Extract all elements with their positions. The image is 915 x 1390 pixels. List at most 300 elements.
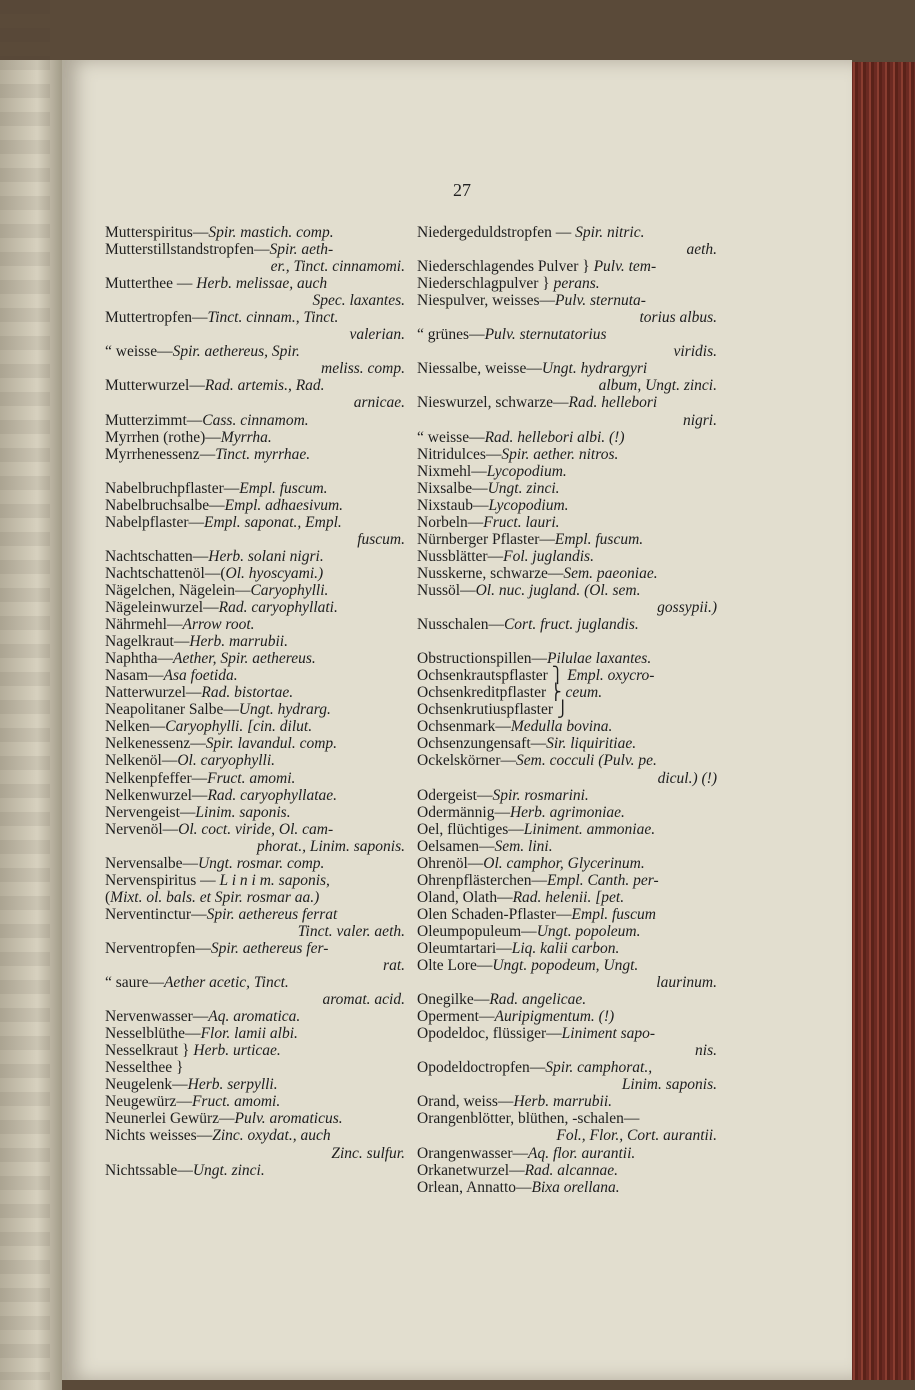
entry-translation: Zinc. sulfur. xyxy=(331,1144,405,1162)
entry-translation: Ungt. popodeum, Ungt. xyxy=(492,957,639,975)
entry-line xyxy=(417,275,717,292)
entry-line xyxy=(417,1179,717,1196)
entry-translation: Tinct. myrrhae. xyxy=(215,445,311,463)
entry-translation: Linim. saponis. xyxy=(195,803,291,821)
entry-term: Niedergeduldstropfen — xyxy=(417,224,576,241)
entry-translation: Lycopodium. xyxy=(488,496,569,514)
entry-term: Nusskerne, schwarze— xyxy=(417,564,564,582)
entry-translation: Myrrha. xyxy=(220,428,272,446)
entry-translation: Sem. cocculi (Pulv. pe. xyxy=(516,752,657,770)
entry-line xyxy=(105,258,405,275)
entry-term: Nelkenöl— xyxy=(105,752,178,770)
entry-translation: Empl. Canth. per- xyxy=(546,871,659,889)
entry-translation: Ungt. zinci. xyxy=(487,479,560,497)
entry-translation: Tinct. valer. aeth. xyxy=(297,922,405,940)
entry-term: Nervensalbe— xyxy=(105,854,198,872)
entry-term: Orangenblötter, blüthen, -schalen— xyxy=(417,1110,640,1128)
entry-term: Oleumtartari— xyxy=(417,939,512,957)
entry-term: Neapolitaner Salbe— xyxy=(105,701,239,719)
entry-translation: Aq. aromatica. xyxy=(208,1008,301,1026)
page-number: 27 xyxy=(453,180,471,200)
entry-term: Natterwurzel— xyxy=(105,684,202,702)
entry-translation: Rad. artemis., Rad. xyxy=(204,377,325,395)
entry-term: Nichtssable— xyxy=(105,1161,193,1179)
entry-translation: Empl. adhaesivum. xyxy=(224,496,344,514)
entry-line xyxy=(417,326,717,343)
entry-term: Nabelbruchsalbe— xyxy=(105,496,225,514)
entry-line xyxy=(105,343,405,360)
entry-translation: Ungt. popoleum. xyxy=(536,922,641,940)
entry-translation: Pulv. sternutatorius xyxy=(484,326,607,344)
entry-term: Niederschlagendes Pulver } xyxy=(417,258,594,276)
entry-term: Ohrenpflästerchen— xyxy=(417,871,547,889)
entry-translation: Asa foetida. xyxy=(163,667,238,685)
entry-translation: L i n i m. saponis, xyxy=(219,871,330,889)
entry-term: Obstructionspillen— xyxy=(417,650,548,668)
entry-term: Nussöl— xyxy=(417,581,476,599)
entry-line xyxy=(417,514,717,531)
entry-line xyxy=(105,889,405,906)
entry-line xyxy=(417,1008,717,1025)
entry-line xyxy=(417,463,717,480)
entry-translation: Pilulae laxantes. xyxy=(547,650,652,668)
entry-term: Nerventropfen— xyxy=(105,939,211,957)
entry-line xyxy=(105,735,405,752)
entry-translation: Aether, Spir. aethereus. xyxy=(173,650,316,668)
entry-term: Odermännig— xyxy=(417,803,510,821)
entry-term: Oland, Olath— xyxy=(417,888,513,906)
entry-term: “ weisse— xyxy=(417,428,485,446)
entry-line xyxy=(417,480,717,497)
entry-term: Ochsenmark— xyxy=(417,718,511,736)
entry-line xyxy=(417,1110,717,1127)
entry-translation: Spir. camphorat., xyxy=(545,1059,653,1077)
entry-line xyxy=(105,787,405,804)
entry-translation: Empl. fuscum. xyxy=(239,479,328,497)
entry-translation: Sem. paeoniae. xyxy=(563,564,658,582)
entry-translation: Linim. saponis. xyxy=(621,1076,717,1094)
entry-line xyxy=(417,1162,717,1179)
entry-line xyxy=(105,991,405,1008)
entry-line xyxy=(417,991,717,1008)
entry-line xyxy=(105,514,405,531)
entry-translation: Spir. aethereus, Spir. xyxy=(172,343,300,361)
entry-term: Mutterstillstandstropfen— xyxy=(105,241,270,259)
entry-translation: Empl. saponat., Empl. xyxy=(204,513,342,531)
entry-line xyxy=(105,224,405,241)
entry-translation: phorat., Linim. saponis. xyxy=(256,837,405,855)
entry-line xyxy=(417,718,717,735)
entry-term: Onegilke— xyxy=(417,991,490,1009)
entry-line xyxy=(417,787,717,804)
entry-translation: Herb. solani nigri. xyxy=(208,547,324,565)
entry-term: Nieswurzel, schwarze— xyxy=(417,394,569,412)
entry-line xyxy=(105,770,405,787)
entry-line xyxy=(105,446,405,463)
entry-term: Nixstaub— xyxy=(417,496,489,514)
entry-line xyxy=(105,531,405,548)
entry-line xyxy=(105,480,405,497)
entry-line xyxy=(105,633,405,650)
entry-translation: Aether acetic, Tinct. xyxy=(163,974,289,992)
entry-line xyxy=(105,497,405,514)
entry-line xyxy=(417,292,717,309)
entry-line xyxy=(417,804,717,821)
entry-term: Nagelkraut— xyxy=(105,633,190,651)
entry-term: Nelkenpfeffer— xyxy=(105,769,208,787)
entry-line xyxy=(105,377,405,394)
entry-translation: Aq. flor. aurantii. xyxy=(528,1144,636,1162)
entry-term: Ochsenkreditpflaster ⎬ xyxy=(417,684,562,702)
entry-term: Orand, weiss— xyxy=(417,1093,514,1111)
entry-line xyxy=(417,1145,717,1162)
entry-term: Nägeleinwurzel— xyxy=(105,599,219,617)
entry-line xyxy=(105,582,405,599)
entry-translation: Liniment. ammoniae. xyxy=(523,820,656,838)
entry-line xyxy=(417,735,717,752)
entry-line xyxy=(105,1042,405,1059)
entry-translation: Herb. marrubii. xyxy=(189,633,288,651)
entry-line xyxy=(417,855,717,872)
entry-translation: Empl. fuscum. xyxy=(554,530,644,548)
entry-line xyxy=(105,974,405,991)
entry-term: Oel, flüchtiges— xyxy=(417,820,524,838)
entry-translation: Rad. caryophyllatae. xyxy=(207,786,338,804)
entry-line xyxy=(417,684,717,701)
entry-line xyxy=(417,770,717,787)
entry-line xyxy=(417,906,717,923)
entry-term: ( xyxy=(105,888,111,906)
entry-line xyxy=(105,1025,405,1042)
entry-term: Nürnberger Pflaster— xyxy=(417,530,555,548)
entry-line xyxy=(417,309,717,326)
entry-term: Olen Schaden-Pflaster— xyxy=(417,905,572,923)
entry-term: Olte Lore— xyxy=(417,957,493,975)
entry-term: Nesselthee } xyxy=(105,1059,184,1077)
entry-translation: Ol. caryophylli. xyxy=(177,752,276,770)
entry-line xyxy=(417,224,717,241)
entry-line xyxy=(105,326,405,343)
blank-line xyxy=(105,463,405,480)
entry-line xyxy=(105,360,405,377)
entry-line xyxy=(417,446,717,463)
entry-line xyxy=(105,565,405,582)
entry-translation: rat. xyxy=(383,957,405,975)
entry-line xyxy=(417,599,717,616)
entry-translation: Empl. oxycro- xyxy=(563,667,655,685)
entry-translation: viridis. xyxy=(673,343,717,361)
entry-translation: Fol., Flor., Cort. aurantii. xyxy=(556,1127,717,1145)
entry-translation: Rad. helenii. [pet. xyxy=(512,888,625,906)
entry-term: Nichts weisses— xyxy=(105,1127,213,1145)
entry-term: Opodeldoc, flüssiger— xyxy=(417,1025,562,1043)
entry-term: Orkanetwurzel— xyxy=(417,1161,525,1179)
entry-term: Neunerlei Gewürz— xyxy=(105,1110,235,1128)
entry-term: “ weisse— xyxy=(105,343,173,361)
entry-translation: Ol. camphor, Glycerinum. xyxy=(483,854,645,872)
entry-translation: Liq. kalii carbon. xyxy=(511,939,620,957)
entry-translation: Rad. bistortae. xyxy=(201,684,294,702)
left-column xyxy=(105,224,405,1179)
entry-translation: Sem. lini. xyxy=(494,837,553,855)
entry-term: Niessalbe, weisse— xyxy=(417,360,542,378)
entry-translation: Spir. lavandul. comp. xyxy=(205,735,338,753)
entry-line xyxy=(105,804,405,821)
entry-term: “ saure— xyxy=(105,974,164,992)
entry-line xyxy=(105,1110,405,1127)
entry-line xyxy=(417,1093,717,1110)
entry-translation: Spir. nitric. xyxy=(575,224,645,241)
entry-term: Ochsenkrautspflaster ⎫ xyxy=(417,667,564,685)
entry-translation: Spec. laxantes. xyxy=(312,292,405,310)
entry-translation: nigri. xyxy=(682,411,717,429)
entry-term: “ grünes— xyxy=(417,326,485,344)
entry-line xyxy=(417,258,717,275)
entry-translation: dicul.) (!) xyxy=(657,769,717,787)
entry-term: Nachtschatten— xyxy=(105,547,209,565)
entry-translation: torius albus. xyxy=(639,309,717,327)
entry-translation: er., Tinct. cinnamomi. xyxy=(270,258,405,276)
entry-term: Nabelpflaster— xyxy=(105,513,204,531)
entry-line xyxy=(105,241,405,258)
entry-line xyxy=(105,838,405,855)
entry-line xyxy=(417,429,717,446)
entry-line xyxy=(105,821,405,838)
entry-line xyxy=(417,667,717,684)
entry-translation: Pulv. sternuta- xyxy=(555,292,646,310)
entry-line xyxy=(417,531,717,548)
entry-line xyxy=(417,1127,717,1144)
entry-line xyxy=(105,292,405,309)
entry-line xyxy=(105,1093,405,1110)
entry-translation: Mixt. ol. bals. et Spir. rosmar aa.) xyxy=(110,888,320,906)
entry-term: Neugelenk— xyxy=(105,1076,188,1094)
entry-translation: valerian. xyxy=(349,326,405,344)
entry-translation: Ungt. hydrargyri xyxy=(541,360,648,378)
entry-line xyxy=(417,838,717,855)
right-column xyxy=(417,224,717,1196)
entry-translation: Ungt. rosmar. comp. xyxy=(197,854,325,872)
entry-term: Oelsamen— xyxy=(417,837,495,855)
entry-line xyxy=(105,1127,405,1144)
entry-line xyxy=(417,616,717,633)
entry-term: Nägelchen, Nägelein— xyxy=(105,581,251,599)
entry-line xyxy=(105,429,405,446)
entry-line xyxy=(105,394,405,411)
entry-line xyxy=(417,412,717,429)
entry-translation: Rad. angelicae. xyxy=(489,991,587,1009)
entry-line xyxy=(105,855,405,872)
entry-translation: Flor. lamii albi. xyxy=(200,1025,298,1043)
entry-translation: Zinc. oxydat., auch xyxy=(212,1127,331,1145)
entry-term: Nervengeist— xyxy=(105,803,196,821)
entry-line xyxy=(105,599,405,616)
entry-line xyxy=(105,275,405,292)
entry-line xyxy=(105,1059,405,1076)
entry-translation: Caryophylli. [cin. dilut. xyxy=(165,718,313,736)
left-page-edge xyxy=(0,0,50,1380)
entry-term: Nusschalen— xyxy=(417,616,504,634)
entry-line xyxy=(417,1042,717,1059)
entry-translation: Ol. coct. viride, Ol. cam- xyxy=(178,820,334,838)
entry-term: Ochsenzungensaft— xyxy=(417,735,547,753)
entry-line xyxy=(105,1145,405,1162)
entry-translation: Herb. agrimoniae. xyxy=(509,803,625,821)
entry-translation: Ungt. hydrarg. xyxy=(238,701,331,719)
entry-line xyxy=(417,821,717,838)
entry-translation: Caryophylli. xyxy=(250,581,329,599)
entry-line xyxy=(417,360,717,377)
entry-translation: Spir. aeth- xyxy=(269,241,334,259)
entry-line xyxy=(105,1076,405,1093)
entry-translation: Fruct. amomi. xyxy=(191,1093,281,1111)
entry-line xyxy=(417,957,717,974)
entry-translation: Auripigmentum. (!) xyxy=(494,1008,615,1026)
entry-translation: meliss. comp. xyxy=(321,360,405,378)
entry-translation: Fruct. lauri. xyxy=(483,513,560,531)
entry-term: Mutterspiritus— xyxy=(105,224,209,241)
entry-term: Neugewürz— xyxy=(105,1093,192,1111)
entry-term: Nitridulces— xyxy=(417,445,502,463)
entry-term: Mutterwurzel— xyxy=(105,377,205,395)
entry-translation: Ol. hyoscyami.) xyxy=(225,564,324,582)
entry-term: Mutterthee — xyxy=(105,275,197,293)
entry-term: Mutterzimmt— xyxy=(105,411,203,429)
entry-line xyxy=(105,650,405,667)
entry-translation: Arrow root. xyxy=(182,616,255,634)
entry-translation: Herb. serpylli. xyxy=(187,1076,278,1094)
entry-translation: Herb. urticae. xyxy=(189,1042,281,1060)
entry-term: Odergeist— xyxy=(417,786,493,804)
entry-term: Nelkenessenz— xyxy=(105,735,206,753)
entry-term: Ohrenöl— xyxy=(417,854,484,872)
entry-term: Nelkenwurzel— xyxy=(105,786,208,804)
entry-translation: Bixa orellana. xyxy=(531,1178,620,1196)
entry-translation: fuscum. xyxy=(357,530,405,548)
entry-translation: Tinct. cinnam., Tinct. xyxy=(207,309,339,327)
entry-term: Operment— xyxy=(417,1008,495,1026)
entry-translation: album, Ungt. zinci. xyxy=(598,377,717,395)
entry-line xyxy=(105,1162,405,1179)
entry-line xyxy=(105,872,405,889)
entry-term: Nixsalbe— xyxy=(417,479,488,497)
entry-term: Niespulver, weisses— xyxy=(417,292,555,310)
entry-translation: ceum. xyxy=(561,684,603,702)
entry-line xyxy=(417,343,717,360)
entry-term: Nelken— xyxy=(105,718,166,736)
entry-term: Nesselkraut } xyxy=(105,1042,190,1060)
entry-translation: aromat. acid. xyxy=(322,991,405,1009)
entry-term: Nervenöl— xyxy=(105,820,179,838)
entry-term: Nabelbruchpflaster— xyxy=(105,479,240,497)
entry-translation: Cort. fruct. juglandis. xyxy=(503,616,639,634)
entry-translation: Rad. alcannae. xyxy=(524,1161,619,1179)
entry-translation: Rad. hellebori albi. (!) xyxy=(484,428,625,446)
entry-line xyxy=(417,497,717,514)
entry-translation: Spir. aethereus fer- xyxy=(210,939,329,957)
entry-translation: Empl. fuscum xyxy=(571,905,656,923)
entry-term: Oleumpopuleum— xyxy=(417,922,537,940)
entry-term: Nixmehl— xyxy=(417,462,487,480)
entry-term: Myrrhen (rothe)— xyxy=(105,428,221,446)
entry-line xyxy=(417,940,717,957)
entry-line xyxy=(417,889,717,906)
entry-line xyxy=(417,923,717,940)
entry-translation: Sir. liquiritiae. xyxy=(546,735,637,753)
entry-term: Ockelskörner— xyxy=(417,752,516,770)
entry-term: Norbeln— xyxy=(417,513,484,531)
book-fore-edge xyxy=(850,62,915,1380)
entry-line xyxy=(417,872,717,889)
entry-term: Nesselblüthe— xyxy=(105,1025,201,1043)
entry-line xyxy=(417,1076,717,1093)
entry-line xyxy=(105,923,405,940)
entry-line xyxy=(417,565,717,582)
entry-translation: nis. xyxy=(695,1042,717,1060)
entry-translation: Fruct. amomi. xyxy=(207,769,296,787)
entry-term: Niederschlagpulver } xyxy=(417,275,554,293)
entry-term: Naphtha— xyxy=(105,650,174,668)
entry-term: Orangenwasser— xyxy=(417,1144,529,1162)
entry-translation: laurinum. xyxy=(656,974,717,992)
entry-translation: Ungt. zinci. xyxy=(192,1161,265,1179)
entry-translation: Spir. aether. nitros. xyxy=(501,445,619,463)
entry-translation: Liniment sapo- xyxy=(561,1025,656,1043)
entry-line xyxy=(105,957,405,974)
entry-term: Nachtschattenöl—( xyxy=(105,564,226,582)
entry-line xyxy=(417,548,717,565)
entry-translation: gossypii.) xyxy=(657,599,717,617)
entry-line xyxy=(105,1008,405,1025)
entry-line xyxy=(105,412,405,429)
entry-translation: Herb. melissae, auch xyxy=(196,275,328,293)
entry-line xyxy=(105,616,405,633)
entry-translation: Spir. mastich. comp. xyxy=(208,224,334,241)
entry-translation: Medulla bovina. xyxy=(510,718,613,736)
entry-line xyxy=(105,701,405,718)
blank-line xyxy=(417,633,717,650)
entry-translation: Spir. aethereus ferrat xyxy=(206,905,338,923)
entry-term: Nussblätter— xyxy=(417,547,504,565)
entry-term: Orlean, Annatto— xyxy=(417,1178,532,1196)
entry-translation: Ol. nuc. jugland. (Ol. sem. xyxy=(475,581,641,599)
entry-translation: Lycopodium. xyxy=(486,462,567,480)
entry-term: Nervenspiritus — xyxy=(105,871,220,889)
entry-line xyxy=(105,667,405,684)
entry-translation: Rad. caryophyllati. xyxy=(218,599,338,617)
entry-line xyxy=(417,582,717,599)
entry-line xyxy=(417,241,717,258)
entry-translation: Spir. rosmarini. xyxy=(492,786,589,804)
entry-line xyxy=(417,974,717,991)
entry-term: Nasam— xyxy=(105,667,164,685)
entry-line xyxy=(105,684,405,701)
entry-term: Myrrhenessenz— xyxy=(105,445,216,463)
entry-translation: aeth. xyxy=(686,241,717,259)
entry-term: Opodeldoctropfen— xyxy=(417,1059,546,1077)
entry-translation: arnicae. xyxy=(353,394,405,412)
entry-line xyxy=(417,394,717,411)
entry-line xyxy=(105,752,405,769)
entry-translation: Pulv. tem- xyxy=(593,258,657,276)
entry-translation: Pulv. aromaticus. xyxy=(234,1110,343,1128)
entry-term: Nährmehl— xyxy=(105,616,183,634)
entry-translation: Rad. hellebori xyxy=(568,394,658,412)
entry-term: Nerventinctur— xyxy=(105,905,207,923)
entry-line xyxy=(417,650,717,667)
entry-translation: Fol. juglandis. xyxy=(503,547,594,565)
entry-line xyxy=(105,309,405,326)
